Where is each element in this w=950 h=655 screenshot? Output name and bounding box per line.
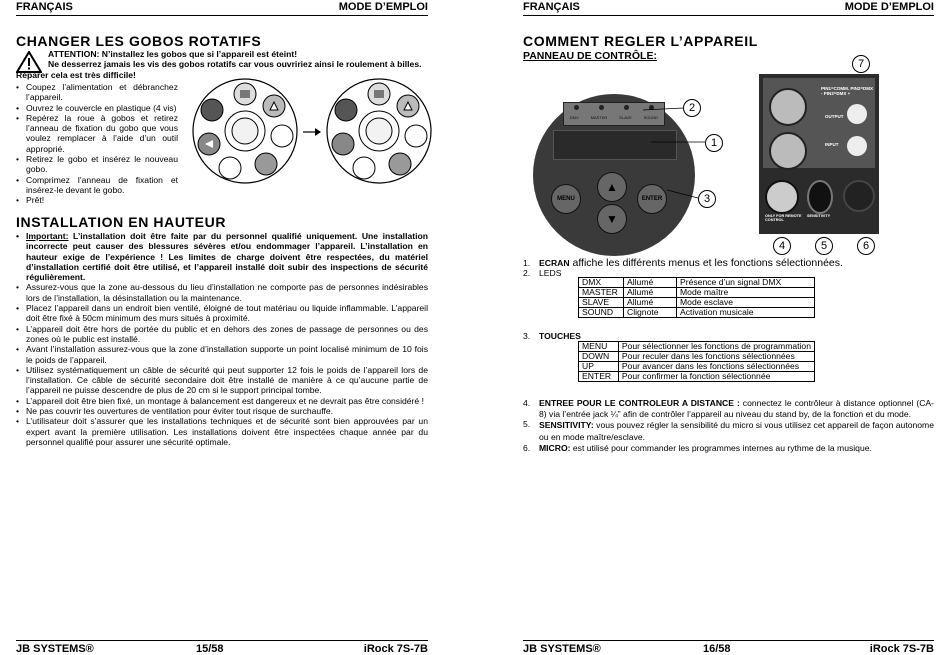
- right-footer: [523, 640, 934, 655]
- item-5: [539, 419, 934, 443]
- item-2-number: 2.: [523, 268, 531, 278]
- panel-subtitle: PANNEAU DE CONTRÔLE:: [523, 50, 657, 62]
- callout-lines: [643, 104, 713, 204]
- header-manual: MODE D’EMPLOI: [338, 1, 428, 13]
- item-6-text: est utilisé pour commander les programmes internes au rythme de la musique.: [570, 443, 872, 453]
- callout-6: 6: [857, 237, 875, 255]
- table-row: DMX Allumé Présence d’un signal DMX: [579, 278, 815, 288]
- table-row: SOUND Clignote Activation musicale: [579, 308, 815, 318]
- gobo-steps-list: [16, 82, 178, 206]
- callout-7: 7: [852, 55, 870, 73]
- warning-line-1: ATTENTION: N’installez les gobos que si l’appareil est éteint!: [48, 49, 298, 59]
- list-item: • Coupez l’alimentation et débranchez l’appareil.: [16, 82, 178, 103]
- important-text: L’installation doit être faite par du personnel qualifié uniquement. Une installation incorrecte peut causer des blessures sévères et/ou endommager l’appareil. L’installation en hauteur exige de l’expérience ! Les limites de charge doivent être respectées, du matériel d’installation certifié doit être utilisé, et l’appareil installé doit subir des inspections de sécurité régulièrement.: [26, 231, 428, 283]
- table-row: MENU Pour sélectionner les fonctions de programmation: [579, 342, 815, 352]
- footer-brand: JB SYSTEMS®: [523, 643, 601, 655]
- item-5-number: 5.: [523, 419, 531, 429]
- list-item: • L’appareil doit être bien fixé, un montage à balancement est dangereux et ne devrait pas être considéré !: [16, 396, 428, 406]
- header-language: FRANÇAIS: [16, 1, 73, 13]
- item-6-label: MICRO:: [539, 443, 571, 453]
- item-1-text: affiche les différents menus et les fonctions sélectionnées.: [569, 257, 843, 269]
- output-label: OUTPUT: [825, 114, 844, 119]
- table-row: SLAVE Allumé Mode esclave: [579, 298, 815, 308]
- item-4: [539, 398, 934, 419]
- item-5-label: SENSITIVITY:: [539, 420, 594, 430]
- install-title: INSTALLATION EN HAUTEUR: [16, 214, 227, 230]
- led-label: MASTER: [590, 115, 608, 120]
- enter-button[interactable]: ENTER: [637, 184, 667, 214]
- led-label: DMX: [569, 115, 579, 120]
- table-row: MASTER Allumé Mode maître: [579, 288, 815, 298]
- footer-page: 15/58: [196, 643, 224, 655]
- callout-5: 5: [815, 237, 833, 255]
- jack-label: ONLY FOR REMOTE CONTROL: [765, 214, 802, 222]
- pin-text: PIN1=COMM. PIN2=DMX - PIN3=DMX +: [821, 86, 874, 96]
- list-item: • Placez l’appareil dans un endroit bien ventilé, éloigné de tout matériau ou liquide inflammable. L’appareil doit être fixé à 50cm minimum des murs situés à proximité.: [16, 303, 428, 324]
- table-row: UP Pour avancer dans les fonctions sélectionnées: [579, 362, 815, 372]
- keys-table: [578, 341, 815, 382]
- list-item: • Utilisez systématiquement un câble de sécurité qui peut supporter 12 fois le poids de l’appareil lors de l’installation. Ce câble de sécurité secondaire doit être installé de manière à ce qu’aucune partie de l’appareil ne puisse descendre de plus de 20 cm si le support principal tombe.: [16, 365, 428, 396]
- list-item: • Comprimez l’anneau de fixation et insérez-le devant le gobo.: [16, 175, 178, 196]
- connector-panel-image: [759, 74, 879, 234]
- list-item: • Avant l’installation assurez-vous que la zone d’installation supporte un point localisé minimum de 10 fois le poids de l’appareil.: [16, 344, 428, 365]
- callout-4: 4: [773, 237, 791, 255]
- item-3-number: 3.: [523, 331, 531, 341]
- list-item: • Assurez-vous que la zone au-dessous du lieu d’installation ne comporte pas de personnes indésirables lors de l’installation, la désinstallation ou la maintenance.: [16, 282, 428, 303]
- item-3-label: TOUCHES: [539, 331, 581, 341]
- left-footer: [16, 640, 428, 655]
- led-label: SOUND: [643, 115, 659, 120]
- footer-brand: JB SYSTEMS®: [16, 643, 94, 655]
- left-page: [16, 0, 428, 654]
- footer-page: 16/58: [703, 643, 731, 655]
- list-item: • Retirez le gobo et insérez le nouveau gobo.: [16, 154, 178, 175]
- input-label: INPUT: [825, 142, 839, 147]
- list-item: • Prêt!: [16, 195, 178, 205]
- setup-title: COMMENT REGLER L’APPAREIL: [523, 33, 758, 49]
- list-item: • Ne pas couvrir les ouvertures de ventilation pour éviter tout risque de surchauffe.: [16, 406, 428, 416]
- list-item: • L’utilisateur doit s’assurer que les installations techniques et de sécurité sont bien approuvées par un expert avant la première utilisation. Les installations doivent être inspectées chaque année par du personnel qualifié pour assurer une sécurité optimale.: [16, 416, 428, 447]
- down-button[interactable]: ▼: [597, 204, 627, 234]
- item-6-number: 6.: [523, 443, 531, 453]
- item-6: [539, 443, 934, 454]
- install-list: [16, 231, 428, 447]
- item-4-text: connectez le contrôleur à distance optionnel (CA-8) via l’entrée jack ¼” afin de contrôler l’appareil au niveau du stand by, de la fonction et du mode.: [539, 398, 935, 419]
- right-header: [523, 0, 934, 16]
- gobos-title: CHANGER LES GOBOS ROTATIFS: [16, 33, 262, 49]
- header-manual: MODE D’EMPLOI: [844, 1, 934, 13]
- item-2-label: LEDS: [539, 268, 562, 278]
- item-5-text: vous pouvez régler la sensibilité du micro si vous utilisez cet appareil de façon autonome ou en mode maître/esclave.: [539, 420, 934, 442]
- item-4-number: 4.: [523, 398, 531, 408]
- left-header: [16, 0, 428, 16]
- footer-model: iRock 7S-7B: [869, 643, 934, 655]
- arrow-icon: [302, 126, 322, 138]
- list-item: • L’appareil doit être hors de portée du public et en dehors des zones de passage de personnes ou des zones où le public est installé.: [16, 324, 428, 345]
- item-1: [539, 258, 934, 269]
- item-1-label: ECRAN: [539, 258, 570, 268]
- up-button[interactable]: ▲: [597, 172, 627, 202]
- list-item: [16, 231, 428, 282]
- right-page: [523, 0, 934, 654]
- sensitivity-label: SENSITIVITY: [807, 214, 831, 218]
- table-row: DOWN Pour reculer dans les fonctions sélectionnées: [579, 352, 815, 362]
- led-label: SLAVE: [619, 115, 632, 120]
- header-language: FRANÇAIS: [523, 1, 580, 13]
- item-4-label: ENTREE POUR LE CONTROLEUR A DISTANCE :: [539, 398, 740, 408]
- gobo-wheel-after-image: [324, 76, 434, 186]
- callout-2: 2: [683, 99, 701, 117]
- leds-table: [578, 277, 815, 318]
- list-item: • Repérez la roue à gobos et retirez l’anneau de fixation du gobo que vous voulez remplacer à l’aide d’un outil approprié.: [16, 113, 178, 154]
- footer-model: iRock 7S-7B: [363, 643, 428, 655]
- callout-1: 1: [705, 134, 723, 152]
- list-item: • Ouvrez le couvercle en plastique (4 vis): [16, 103, 178, 113]
- warning-text: [48, 49, 428, 70]
- callout-3: 3: [698, 190, 716, 208]
- warning-line-3: Réparer cela est très difficile!: [16, 70, 136, 80]
- menu-button[interactable]: MENU: [551, 184, 581, 214]
- important-label: Important:: [26, 231, 69, 241]
- table-row: ENTER Pour confirmer la fonction sélectionnée: [579, 372, 815, 382]
- item-1-number: 1.: [523, 258, 531, 268]
- warning-line-2: Ne desserrez jamais les vis des gobos rotatifs car vous ouvririez ainsi le roulement à billes.: [48, 59, 422, 70]
- gobo-wheel-before-image: [190, 76, 300, 186]
